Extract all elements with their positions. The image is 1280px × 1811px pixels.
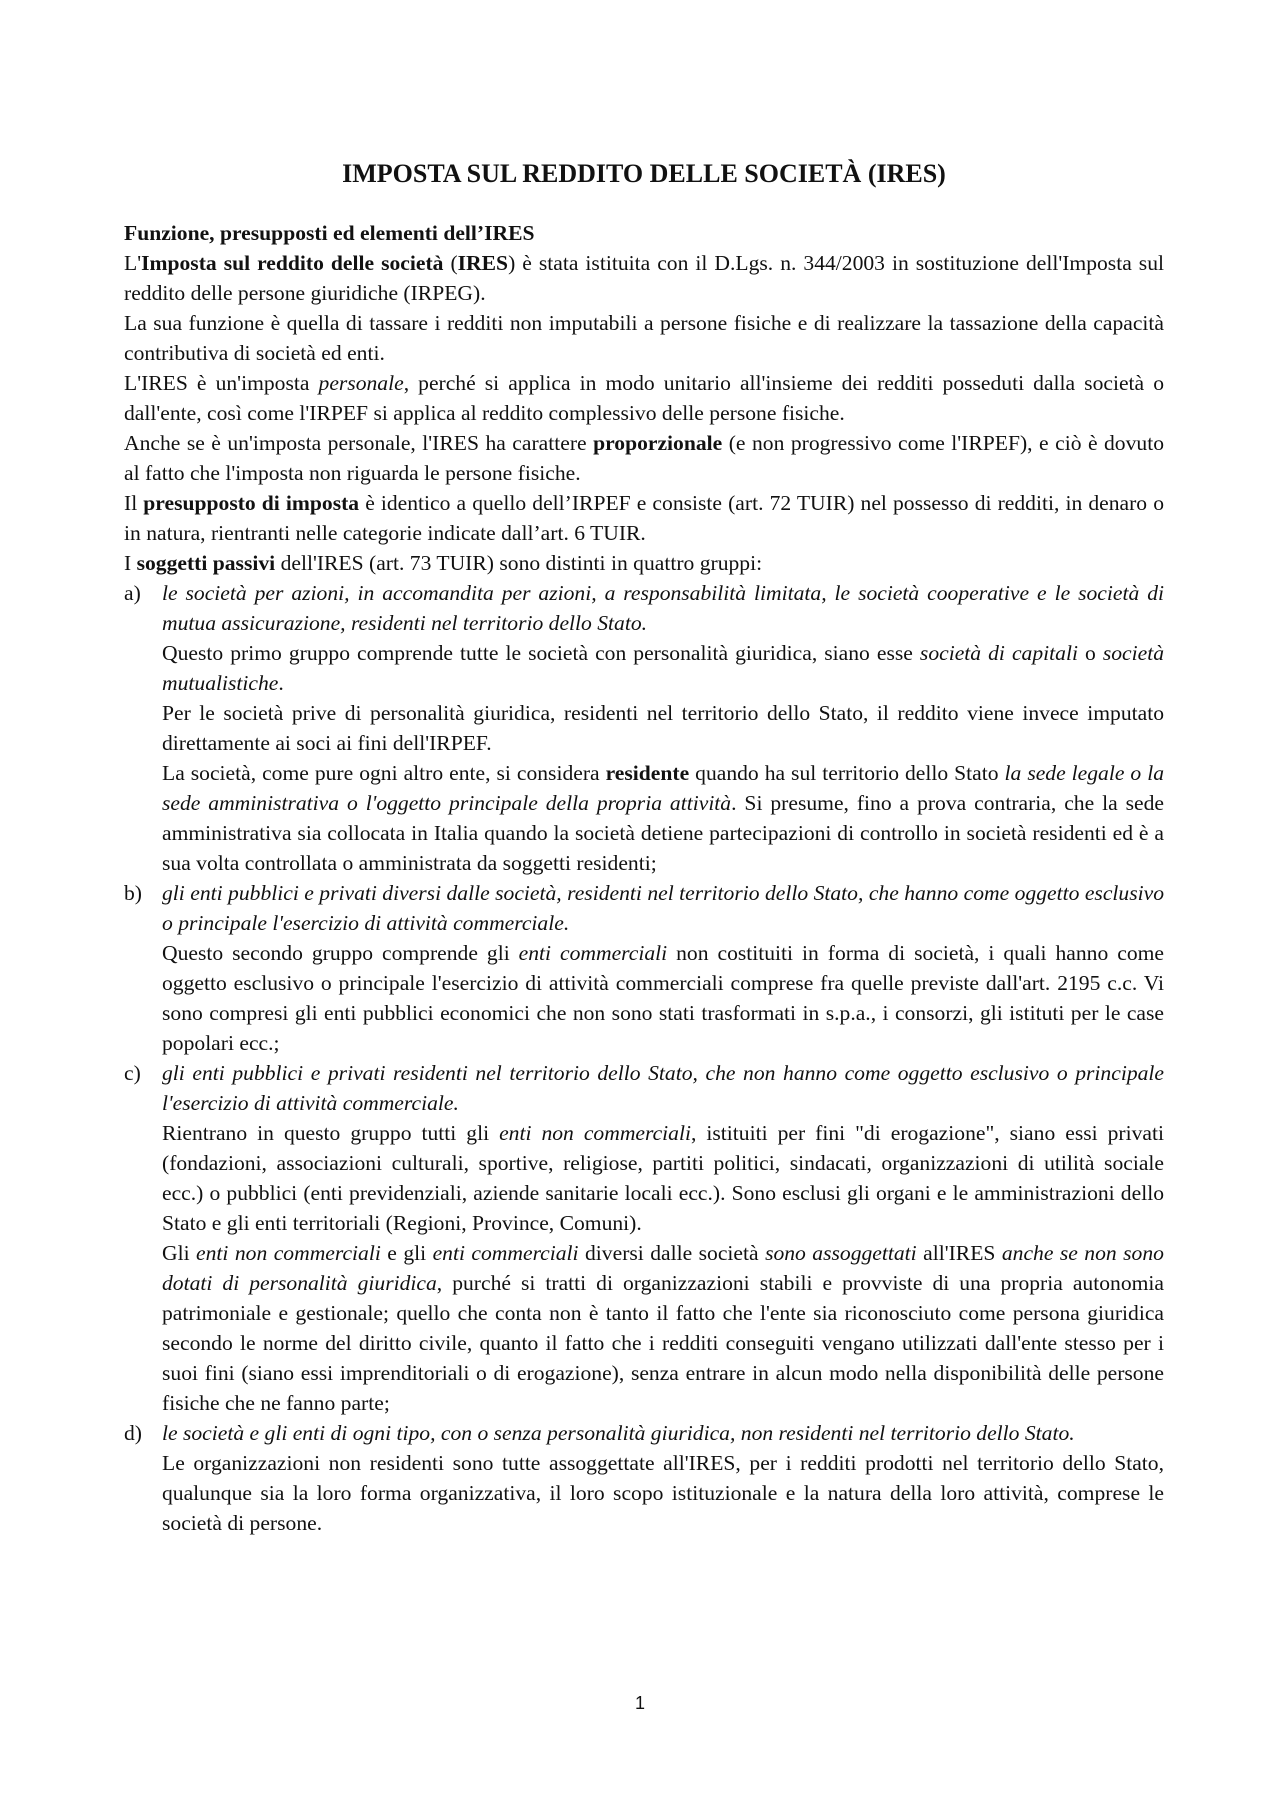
list-item-lead: gli enti pubblici e privati residenti nel territorio dello Stato, che non hanno come oggetto esclusivo o principale l'esercizio di attività commerciale. xyxy=(162,1061,1164,1115)
list-item-paragraph: Gli enti non commerciali e gli enti commerciali diversi dalle società sono assoggettati all'IRES anche se non sono dotati di personalità giuridica, purché si tratti di organizzazioni stabili e provviste di una propria autonomia patrimoniale e gestionale; quello che conta non è tanto il fatto che l'ente sia riconosciuto come persona giuridica secondo le norme del diritto civile, quanto il fatto che i redditi conseguiti vengano utilizzati dall'ente stesso per i suoi fini (siano essi imprenditoriali o di erogazione), senza entrare in alcun modo nella disponibilità delle persone fisiche che ne fanno parte; xyxy=(162,1241,1164,1415)
paragraph-personal-tax: L'IRES è un'imposta personale, perché si applica in modo unitario all'insieme dei redditi posseduti dalla società o dall'ente, così come l'IRPEF si applica al reddito complessivo delle persone fisiche. xyxy=(124,371,1164,425)
list-marker: d) xyxy=(124,1421,142,1445)
list-item-c xyxy=(124,1058,1164,1418)
paragraph-tax-prerequisite: Il presupposto di imposta è identico a quello dell’IRPEF e consiste (art. 72 TUIR) nel possesso di redditi, in denaro o in natura, rientranti nelle categorie indicate dall’art. 6 TUIR. xyxy=(124,491,1164,545)
list-marker: b) xyxy=(124,881,142,905)
list-item-paragraph: Rientrano in questo gruppo tutti gli enti non commerciali, istituiti per fini "di erogazione", siano essi privati (fondazioni, associazioni culturali, sportive, religiose, partiti politici, sindacati, organizzazioni di utilità sociale ecc.) o pubblici (enti previdenziali, aziende sanitarie locali ecc.). Sono esclusi gli organi e le amministrazioni dello Stato e gli enti territoriali (Regioni, Province, Comuni). xyxy=(162,1121,1164,1235)
list-marker: c) xyxy=(124,1061,141,1085)
list-item-lead: le società per azioni, in accomandita per azioni, a responsabilità limitata, le società cooperative e le società di mutua assicurazione, residenti nel territorio dello Stato. xyxy=(162,581,1164,635)
section-heading: Funzione, presupposti ed elementi dell’IRES xyxy=(124,221,535,245)
page-number: 1 xyxy=(634,1693,645,1713)
taxable-subjects-list xyxy=(124,578,1164,1538)
list-item-a xyxy=(124,578,1164,878)
list-item-paragraph: Questo primo gruppo comprende tutte le società con personalità giuridica, siano esse società di capitali o società mutualistiche. xyxy=(162,641,1165,695)
paragraph-ires-introduction: L'Imposta sul reddito delle società (IRES) è stata istituita con il D.Lgs. n. 344/2003 in sostituzione dell'Imposta sul reddito delle persone giuridiche (IRPEG). xyxy=(124,251,1164,305)
paragraph-proportional-tax: Anche se è un'imposta personale, l'IRES ha carattere proporzionale (e non progressivo come l'IRPEF), e ciò è dovuto al fatto che l'imposta non riguarda le persone fisiche. xyxy=(124,431,1164,485)
list-item-d xyxy=(124,1418,1164,1538)
paragraph-ires-function: La sua funzione è quella di tassare i redditi non imputabili a persone fisiche e di realizzare la tassazione della capacità contributiva di società ed enti. xyxy=(124,311,1164,365)
document-body xyxy=(124,218,1164,1538)
list-item-paragraph: Per le società prive di personalità giuridica, residenti nel territorio dello Stato, il reddito viene invece imputato direttamente ai soci ai fini dell'IRPEF. xyxy=(162,701,1164,755)
list-item-lead: gli enti pubblici e privati diversi dalle società, residenti nel territorio dello Stato, che hanno come oggetto esclusivo o principale l'esercizio di attività commerciale. xyxy=(162,881,1164,935)
list-item-paragraph: La società, come pure ogni altro ente, si considera residente quando ha sul territorio dello Stato la sede legale o la sede amministrativa o l'oggetto principale della propria attività. Si presume, fino a prova contraria, che la sede amministrativa sia collocata in Italia quando la società detiene partecipazioni di controllo in società residenti ed è a sua volta controllata o amministrata da soggetti residenti; xyxy=(162,761,1164,875)
paragraph-taxable-subjects: I soggetti passivi dell'IRES (art. 73 TUIR) sono distinti in quattro gruppi: xyxy=(124,551,763,575)
list-marker: a) xyxy=(124,581,141,605)
list-item-paragraph: Questo secondo gruppo comprende gli enti commerciali non costituiti in forma di società, i quali hanno come oggetto esclusivo o principale l'esercizio di attività commerciali comprese fra quelle previste dall'art. 2195 c.c. Vi sono compresi gli enti pubblici economici che non sono stati trasformati in s.p.a., i consorzi, gli istituti per le case popolari ecc.; xyxy=(162,941,1164,1055)
list-item-lead: le società e gli enti di ogni tipo, con o senza personalità giuridica, non residenti nel territorio dello Stato. xyxy=(162,1421,1075,1445)
document-title: IMPOSTA SUL REDDITO DELLE SOCIETÀ (IRES) xyxy=(342,159,946,188)
list-item-b xyxy=(124,878,1164,1058)
list-item-paragraph: Le organizzazioni non residenti sono tutte assoggettate all'IRES, per i redditi prodotti nel territorio dello Stato, qualunque sia la loro forma organizzativa, il loro scopo istituzionale e la natura della loro attività, comprese le società di persone. xyxy=(162,1451,1164,1535)
